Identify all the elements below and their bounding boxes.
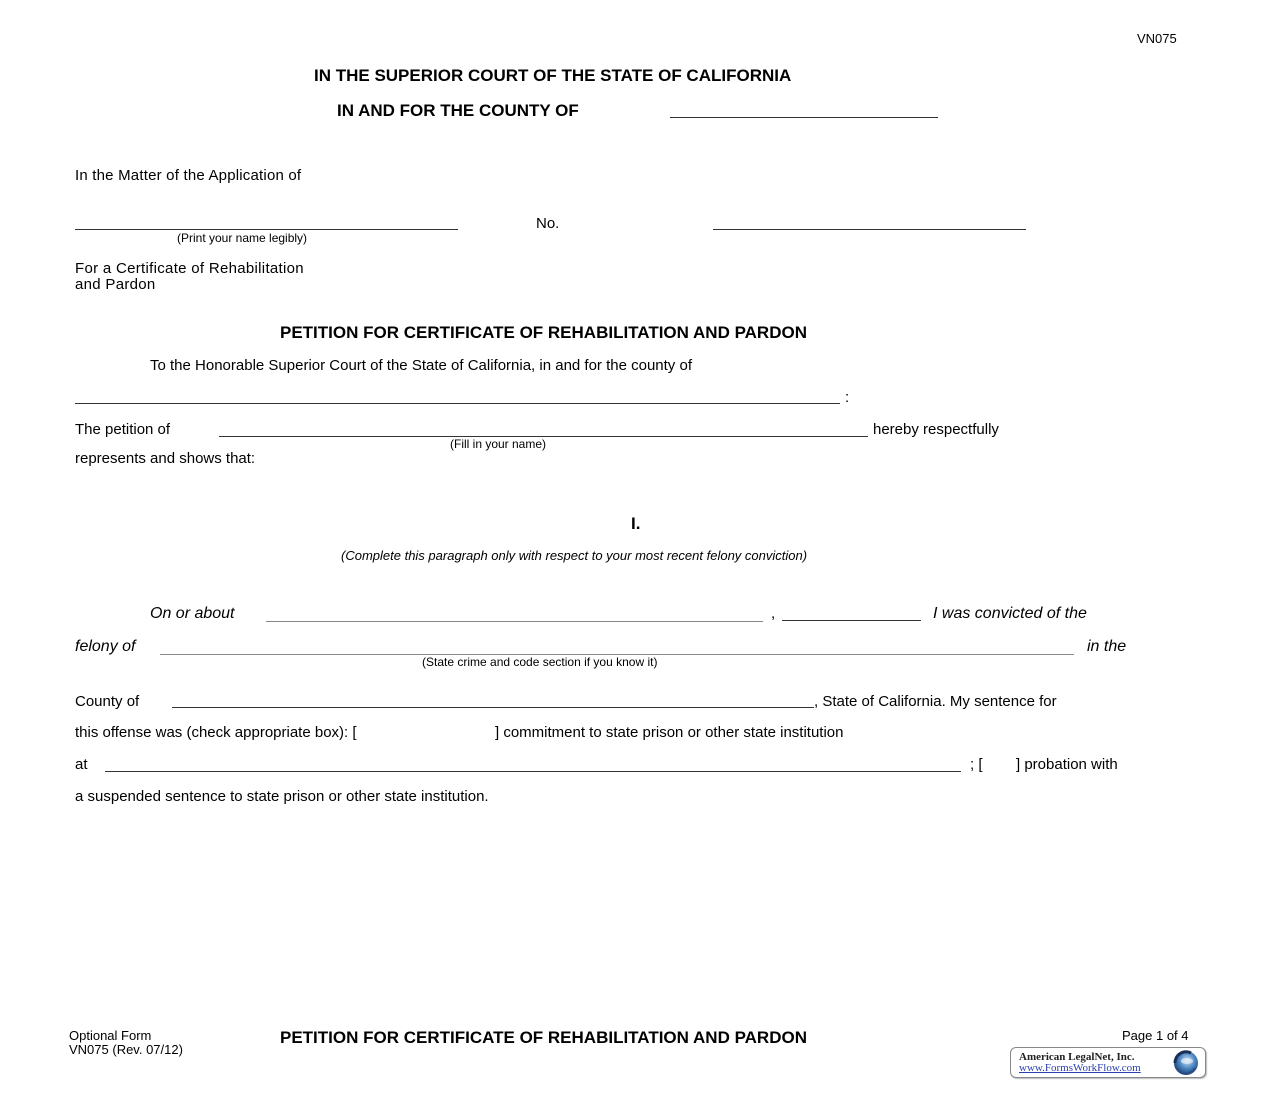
on-or-about-label: On or about xyxy=(150,605,235,622)
salutation-text: To the Honorable Superior Court of the State of California, in and for the county of xyxy=(150,357,692,374)
county-title: IN AND FOR THE COUNTY OF xyxy=(337,101,579,120)
footer-page-number: Page 1 of 4 xyxy=(1122,1028,1189,1043)
hereby-text: hereby respectfully xyxy=(873,421,999,438)
case-number-field[interactable] xyxy=(713,229,1026,230)
petition-of-label: The petition of xyxy=(75,421,171,438)
offense-text: this offense was (check appropriate box): [ xyxy=(75,724,357,741)
represents-text: represents and shows that: xyxy=(75,450,256,467)
header-county-field[interactable] xyxy=(670,117,938,118)
for-certificate-line1: For a Certificate of Rehabilitation xyxy=(75,260,304,277)
for-certificate-line2: and Pardon xyxy=(75,276,156,293)
institution-field[interactable] xyxy=(105,771,961,772)
petition-county-field[interactable] xyxy=(75,403,840,404)
commitment-checkbox[interactable] xyxy=(470,724,494,742)
american-legalnet-logo[interactable] xyxy=(1010,1047,1206,1078)
case-number-label: No. xyxy=(536,215,560,232)
conviction-date-field[interactable] xyxy=(266,621,763,622)
footer-optional-form: Optional Form xyxy=(69,1028,152,1043)
applicant-name-field[interactable] xyxy=(75,229,458,230)
suspended-text: a suspended sentence to state prison or other state institution. xyxy=(75,788,489,805)
semicolon-bracket: ; [ xyxy=(970,756,983,773)
convicted-text: I was convicted of the xyxy=(933,605,1087,622)
fill-name-hint: (Fill in your name) xyxy=(450,437,547,451)
logo-website-link[interactable]: www.FormsWorkFlow.com xyxy=(1019,1062,1141,1074)
court-title: IN THE SUPERIOR COURT OF THE STATE OF CALIFORNIA xyxy=(314,66,792,85)
section-instruction: (Complete this paragraph only with respect to your most recent felony conviction) xyxy=(341,548,808,563)
section-numeral: I. xyxy=(631,514,641,533)
colon: : xyxy=(845,389,850,406)
conviction-county-field[interactable] xyxy=(172,707,814,708)
footer-revision: VN075 (Rev. 07/12) xyxy=(69,1042,183,1057)
state-sentence-text: , State of California. My sentence for xyxy=(814,693,1057,710)
county-of-label: County of xyxy=(75,693,140,710)
conviction-year-field[interactable] xyxy=(782,620,921,621)
probation-checkbox[interactable] xyxy=(992,756,1016,774)
in-the-text: in the xyxy=(1087,638,1127,655)
logo-company-name: American LegalNet, Inc. xyxy=(1019,1051,1135,1063)
petition-title: PETITION FOR CERTIFICATE OF REHABILITATION AND PARDON xyxy=(280,323,807,342)
footer-title: PETITION FOR CERTIFICATE OF REHABILITATION AND PARDON xyxy=(280,1028,807,1047)
felony-of-label: felony of xyxy=(75,638,136,655)
form-code: VN075 xyxy=(1137,31,1177,46)
applicant-name-hint: (Print your name legibly) xyxy=(177,231,308,245)
matter-label: In the Matter of the Application of xyxy=(75,167,302,184)
at-label: at xyxy=(75,756,88,773)
probation-text: ] probation with xyxy=(1016,756,1118,773)
globe-icon xyxy=(1169,1049,1201,1077)
crime-hint: (State crime and code section if you know it) xyxy=(422,655,658,669)
date-comma: , xyxy=(771,605,776,622)
commitment-text: ] commitment to state prison or other state institution xyxy=(495,724,844,741)
